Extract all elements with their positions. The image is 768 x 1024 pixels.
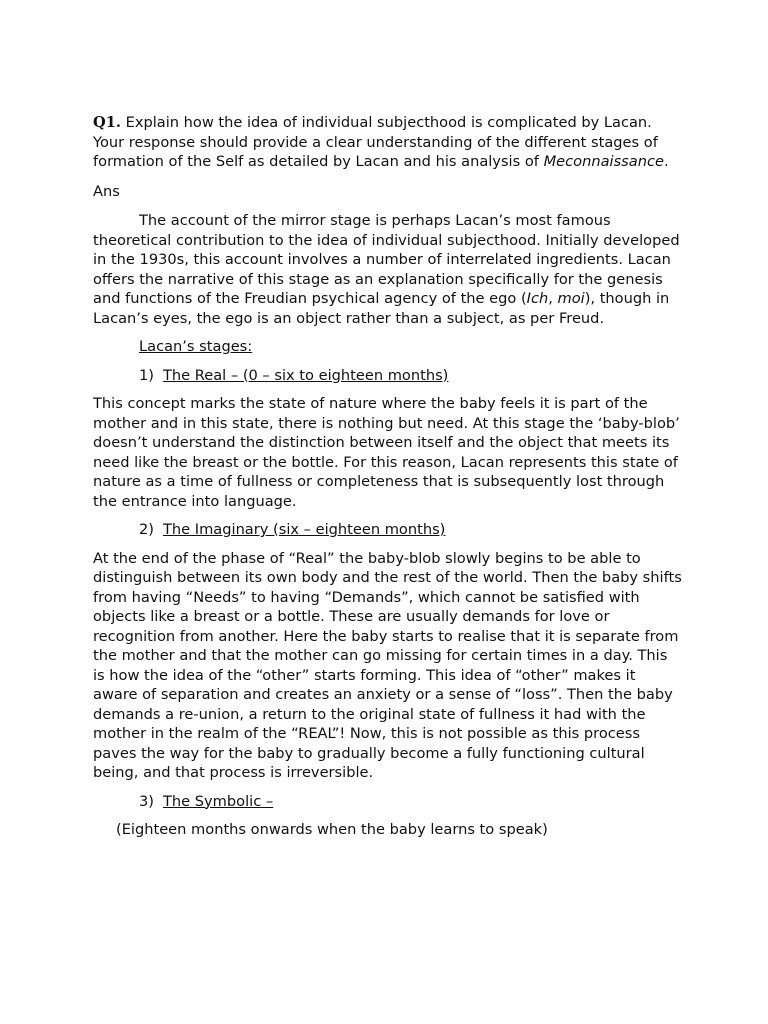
stage-name: The Real – (0 – six to eighteen months) xyxy=(163,366,449,384)
stage-title-real xyxy=(93,366,683,386)
stage-number: 3) xyxy=(139,792,154,810)
stage-number: 2) xyxy=(139,521,154,538)
question-paragraph xyxy=(93,113,683,172)
document-page xyxy=(93,113,683,840)
intro-separator: , xyxy=(548,290,558,307)
answer-label: Ans xyxy=(93,182,120,200)
stage-body-imaginary: At the end of the phase of “Real” the baby-blob slowly begins to be able to distinguish between its own body and the rest of the world. Then the baby shifts from having “Needs” to having “Demands”, which cannot be satisfied with objects like a breast or a bottle. These are usually demands for love or recognition from another. Here the baby starts to realise that it is separate from the mother and that the mother can go missing for certain times in a day. This is how the idea of the “other” starts forming. This idea of “other” makes it aware of separation and creates an anxiety or a sense of “loss”. Then the baby demands a re-union, a return to the original state of fullness it had with the mother in the realm of the “REAL”! Now, this is not possible as this process paves the way for the baby to gradually become a fully functioning cultural being, and that process is irreversible. xyxy=(93,549,682,781)
intro-italic-moi: moi xyxy=(557,290,585,307)
stage-body-symbolic: (Eighteen months onwards when the baby learns to speak) xyxy=(116,821,548,838)
stage-number: 1) xyxy=(139,366,154,384)
intro-paragraph xyxy=(93,211,683,328)
intro-text-end: ), though in Lacan’s eyes, the ego is an object rather than a subject, as per Freud. xyxy=(93,290,670,327)
stage-title-imaginary xyxy=(93,520,683,540)
intro-italic-ich: Ich xyxy=(526,290,549,307)
question-text: Explain how the idea of individual subjecthood is complicated by Lacan. Your response should provide a clear understanding of the different stages of formation of the Self as detailed by Lacan and his analysis of xyxy=(93,114,658,170)
question-text-end: . xyxy=(663,153,669,170)
stage-body-real: This concept marks the state of nature where the baby feels it is part of the mother and in this state, there is nothing but need. At this stage the ‘baby-blob’ doesn’t understand the distinction between itself and the object that meets its need like the breast or the bottle. For this reason, Lacan represents this state of nature as a time of fullness or completeness that is subsequently lost through the entrance into language. xyxy=(93,395,680,510)
stage-name: The Imaginary (six – eighteen months) xyxy=(163,521,446,538)
question-label: Q1. xyxy=(93,114,121,131)
stages-heading: Lacan’s stages: xyxy=(139,338,253,355)
stage-title-symbolic xyxy=(93,792,683,812)
intro-text: The account of the mirror stage is perhaps Lacan’s most famous theoretical contribution to the idea of individual subjecthood. Initially developed in the 1930s, this account involves a number of interrelated ingredients. Lacan offers the narrative of this stage as an explanation specifically for the genesis and functions of the Freudian psychical agency of the ego ( xyxy=(93,212,680,307)
question-italic-term: Meconnaissance xyxy=(543,153,664,170)
stage-name: The Symbolic – xyxy=(163,792,274,810)
